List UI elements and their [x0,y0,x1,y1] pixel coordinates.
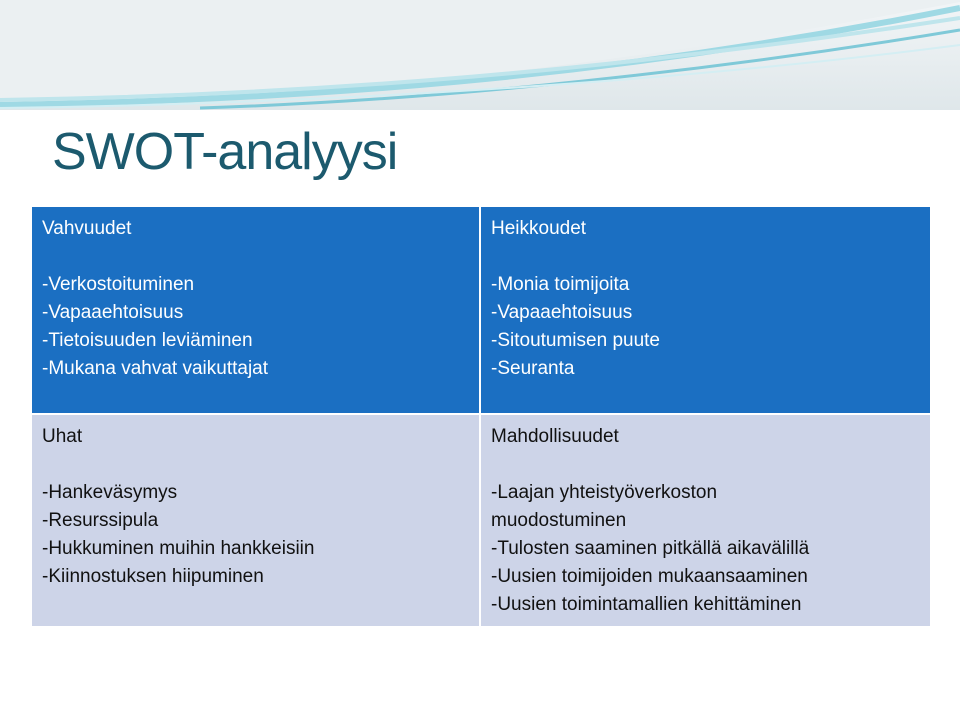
quadrant-threats [32,415,481,626]
quadrant-weaknesses [481,207,930,415]
quadrant-strengths [32,207,481,415]
list-item: -Tulosten saaminen pitkällä aikavälillä [491,538,810,559]
list-item: -Resurssipula [42,510,159,531]
page-title: SWOT-analyysi [52,123,398,181]
list-item: -Monia toimijoita [491,274,630,295]
quadrant-heading: Uhat [42,426,83,447]
list-item: -Sitoutumisen puute [491,330,660,351]
list-item: -Uusien toimijoiden mukaansaaminen [491,566,808,587]
list-item: -Hankeväsymys [42,482,178,503]
list-item: -Tietoisuuden leviäminen [42,330,253,351]
quadrant-heading: Heikkoudet [491,218,587,239]
list-item: muodostuminen [491,510,627,531]
decorative-banner [0,0,960,110]
quadrant-heading: Vahvuudet [42,218,132,239]
list-item: -Mukana vahvat vaikuttajat [42,358,269,379]
list-item: -Seuranta [491,358,575,379]
list-item: -Kiinnostuksen hiipuminen [42,566,264,587]
swot-grid [32,207,930,626]
list-item: -Verkostoituminen [42,274,195,295]
quadrant-opportunities [481,415,930,626]
quadrant-heading: Mahdollisuudet [491,426,619,447]
list-item: -Vapaaehtoisuus [491,302,633,323]
list-item: -Vapaaehtoisuus [42,302,184,323]
list-item: -Laajan yhteistyöverkoston [491,482,718,503]
list-item: -Hukkuminen muihin hankkeisiin [42,538,315,559]
list-item: -Uusien toimintamallien kehittäminen [491,594,802,615]
